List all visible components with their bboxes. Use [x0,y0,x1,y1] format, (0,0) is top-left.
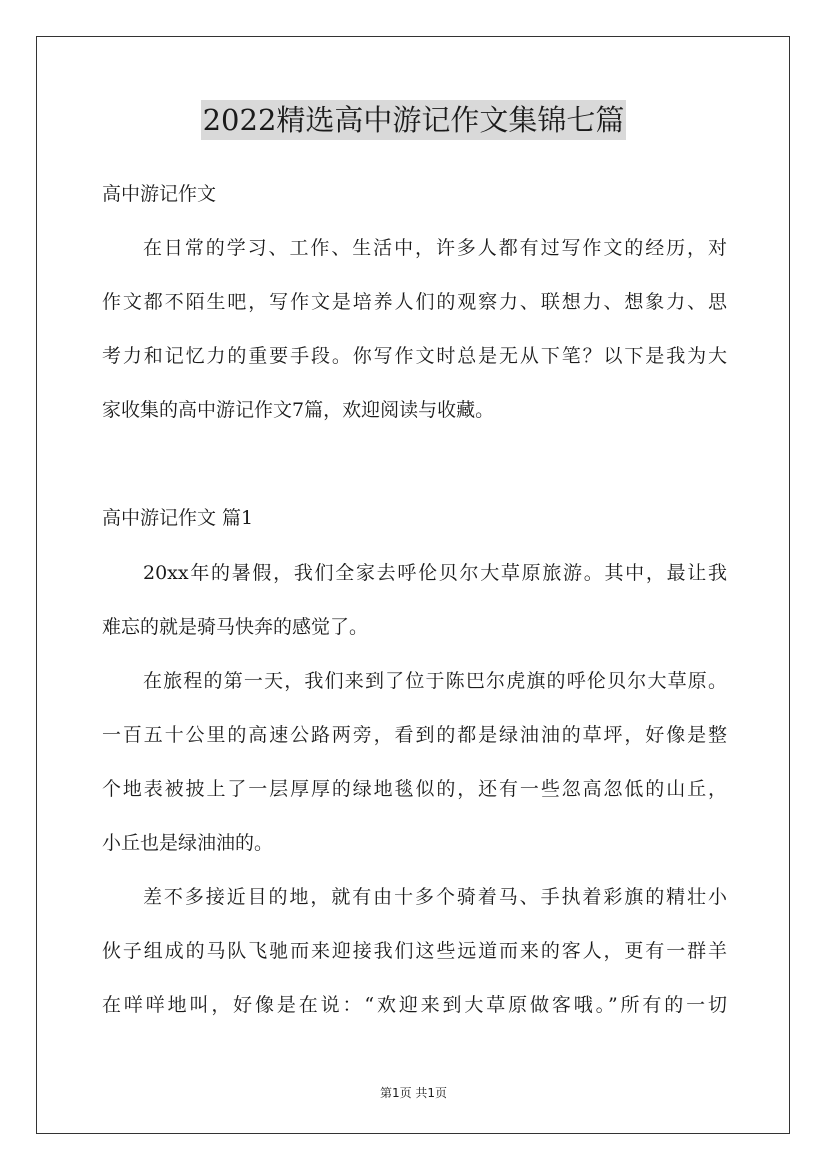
paragraph-line: 作文都不陌生吧，写作文是培养人们的观察力、联想力、想象力、思 [102,291,727,313]
paragraph-line: 个地表被披上了一层厚厚的绿地毯似的，还有一些忽高忽低的山丘， [102,778,727,800]
document-title-wrap [0,100,827,140]
paragraph-line: 20xx年的暑假，我们全家去呼伦贝尔大草原旅游。其中，最让我 [143,562,727,584]
paragraph-line: 难忘的就是骑马快奔的感觉了。 [102,616,369,638]
paragraph-line: 在日常的学习、工作、生活中，许多人都有过写作文的经历，对 [143,237,727,259]
paragraph-line: 伙子组成的马队飞驰而来迎接我们这些远道而来的客人，更有一群羊 [102,940,727,962]
paragraph-line: 在咩咩地叫，好像是在说：“欢迎来到大草原做客哦。”所有的一切 [102,994,727,1016]
document-title: 2022精选高中游记作文集锦七篇 [201,100,627,140]
intro-heading: 高中游记作文 [102,183,217,205]
section-heading: 高中游记作文 篇1 [102,507,254,529]
paragraph-line: 一百五十公里的高速公路两旁，看到的都是绿油油的草坪，好像是整 [102,724,727,746]
paragraph-line: 小丘也是绿油油的。 [102,832,274,854]
paragraph-line: 家收集的高中游记作文7篇，欢迎阅读与收藏。 [102,399,495,421]
page-footer: 第1页 共1页 [379,1086,448,1100]
paragraph-line: 考力和记忆力的重要手段。你写作文时总是无从下笔？以下是我为大 [102,345,727,367]
paragraph-line: 差不多接近目的地，就有由十多个骑着马、手执着彩旗的精壮小 [143,886,727,908]
paragraph-line: 在旅程的第一天，我们来到了位于陈巴尔虎旗的呼伦贝尔大草原。 [143,670,727,692]
